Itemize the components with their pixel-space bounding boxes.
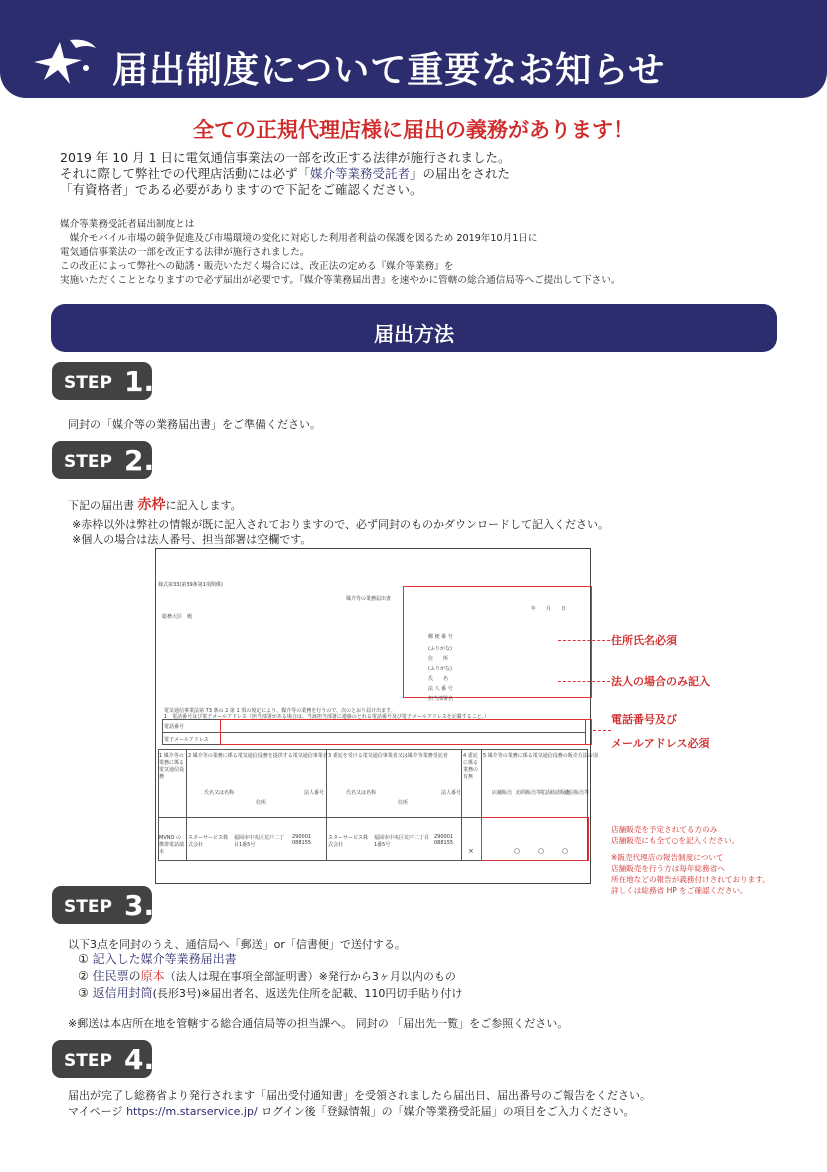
notice-subheading: 全ての正規代理店様に届出の義務があります！ bbox=[193, 118, 634, 142]
step-4-line-1: 届出が完了し総務省より発行されます「届出受付通知書」を受領されましたら届出日、届出番号のご報告をください。 bbox=[68, 1089, 651, 1102]
detail-line: 電気通信事業法の一部を改正する法律が施行されました。 bbox=[60, 247, 310, 258]
annotation-report-4: 詳しくは総務省 HP をご確認ください。 bbox=[611, 886, 748, 895]
step-3-badge: STEP 3. bbox=[52, 886, 152, 924]
annotation-report-3: 所在地などの報告が義務付けされております。 bbox=[611, 875, 770, 884]
step-2-note-1: ※赤枠以外は弊社の情報が既に記入されておりますので、必ず同封のものかダウンロードして記入ください。 bbox=[72, 518, 609, 531]
application-form-image: 様式第33(第39条第1項関係) 媒介等の業務届出書 年 月 日 総務大臣 殿 郵 便 番 号 (ふりがな) 住 所 (ふりがな) 氏 名 法 人 番 号 担当部署名 電気通信事業法第 73 条の 2 第 1 項の規定により、媒介等の業務を行うので、次のとおり届け出ます。 1 電話番号及び電子メールアドレス（担当部署がある場合は、当該担当部署に連絡のとれる電話番号及び電子メールアドレスを記載すること。） 電話番号 電子メールアドレス 1 媒介等の業務に係る電気通信役務 2 媒介等の業務に係る電気通信役務を提供する電気通信事業者 3 委託を受ける電気通信事業者又は媒介等業務受託者 4 委託に係る業務の有無 5 媒介等の業務に係る電気通信役務の販売方法の別 氏名又は名称 住所 法人番号 氏名又は名称 住所 法人番号 店舗販売 訪問販売等 電話勧誘販売 通信販売等 MVNO の携帯電話端末 スターサービス株式会社 福岡市中央区荒戸二丁目1番5号 290001 088155 スターサービス株式会社 福岡市中央区荒戸二丁目1番5号 290001 088155 × ○ ○ ○ bbox=[155, 548, 591, 884]
step-3-item-1: ① 記入した媒介等業務届出書 bbox=[78, 952, 237, 966]
intro-line-1: 2019 年 10 月 1 日に電気通信事業法の一部を改正する法律が施行されました。 bbox=[60, 150, 511, 165]
star-logo-icon bbox=[30, 34, 100, 90]
red-frame-contact bbox=[220, 719, 592, 745]
annotation-store-1: 店舗販売を予定されてる方のみ bbox=[611, 825, 718, 834]
intro-line-2: それに際して弊社での代理店活動には必ず「媒介等業務受託者」の届出をされた bbox=[60, 166, 511, 181]
annotation-store-2: 店舗販売にも全て○を記入ください。 bbox=[611, 836, 740, 845]
detail-line: 媒介モバイル市場の競争促進及び市場環境の変化に対応した利用者利益の保護を図るため 2019年10月1日に bbox=[60, 233, 538, 244]
page-title: 届出制度について重要なお知らせ bbox=[112, 50, 666, 91]
red-frame-sales-method bbox=[481, 817, 589, 861]
step-1-text: 同封の「媒介等の業務届出書」をご準備ください。 bbox=[68, 418, 321, 431]
annotation-report-2: 店舗販売を行う方は毎年総務省へ bbox=[611, 864, 725, 873]
method-title: 届出方法 bbox=[374, 322, 454, 346]
step-4-badge: STEP 4. bbox=[52, 1040, 152, 1078]
annotation-report-1: ※販売代理店の報告制度について bbox=[611, 853, 724, 862]
detail-line: 実施いただくこととなりますので必ず届出が必要です。『媒介等業務届出書』を速やかに管轄の総合通信局等へご提出して下さい。 bbox=[60, 275, 621, 286]
highlight-term: 媒介等業務受託者 bbox=[310, 166, 411, 181]
annotation-phone-email-2: メールアドレス必須 bbox=[611, 737, 710, 750]
detail-line: 媒介等業務受託者届出制度とは bbox=[60, 219, 195, 230]
step-3-note: ※郵送は本店所在地を管轄する総合通信局等の担当課へ。 同封の 「届出先一覧」をご参照ください。 bbox=[68, 1017, 569, 1030]
step-1-badge: STEP 1. bbox=[52, 362, 152, 400]
detail-line: この改正によって弊社への勧誘・販売いただく場合には、改正法の定める『媒介等業務』を bbox=[60, 261, 454, 272]
step-3-text: 以下3点を同封のうえ、通信局へ「郵送」or「信書便」で送付する。 bbox=[68, 938, 406, 951]
step-4-line-2: マイページ https://m.starservice.jp/ ログイン後「登録情報」の「媒介等業務受託届」の項目をご入力ください。 bbox=[68, 1105, 635, 1118]
mypage-link[interactable]: https://m.starservice.jp/ bbox=[126, 1105, 258, 1118]
annotation-phone-email-1: 電話番号及び bbox=[611, 713, 677, 726]
step-2-badge: STEP 2. bbox=[52, 441, 152, 479]
intro-line-3: 「有資格者」である必要がありますので下記をご確認ください。 bbox=[60, 182, 423, 197]
annotation-corporate-only: 法人の場合のみ記入 bbox=[611, 675, 710, 688]
annotation-address-required: 住所氏名必須 bbox=[611, 634, 677, 647]
step-3-item-2: ② 住民票の原本（法人は現在事項全部証明書）※発行から3ヶ月以内のもの bbox=[78, 969, 456, 983]
step-3-item-3: ③ 返信用封筒(長形3号)※届出者名、返送先住所を記載、110円切手貼り付け bbox=[78, 986, 463, 1000]
step-2-note-2: ※個人の場合は法人番号、担当部署は空欄です。 bbox=[72, 533, 312, 546]
step-2-text: 下記の届出書 赤枠に記入します。 bbox=[68, 497, 242, 513]
